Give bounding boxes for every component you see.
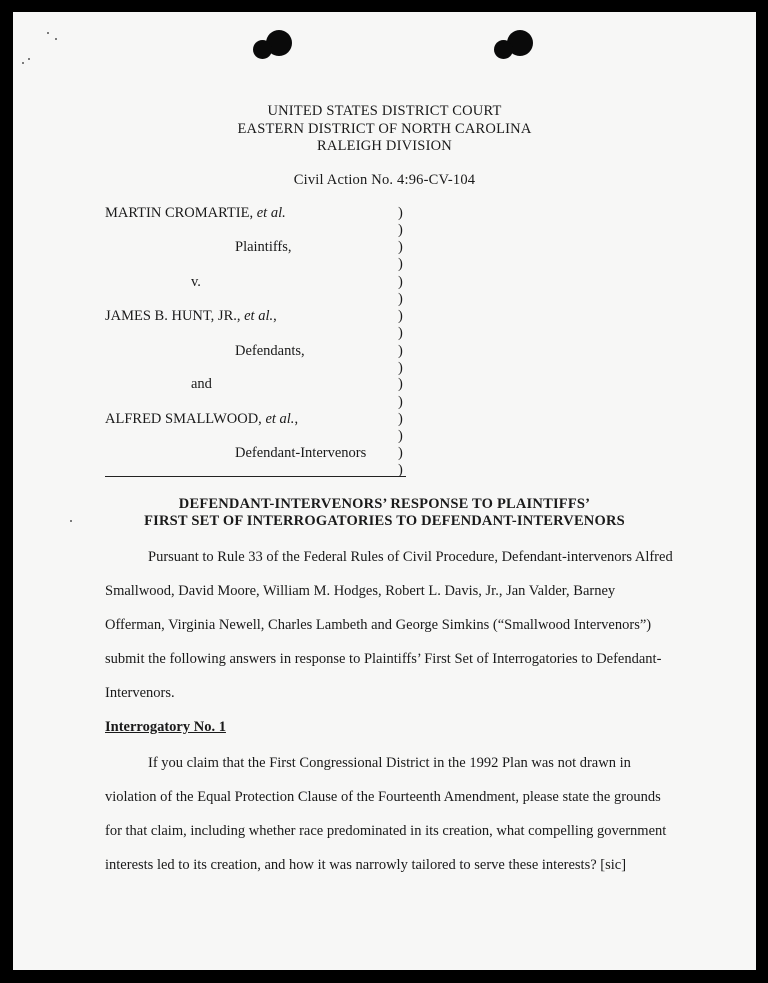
- and-text: and: [191, 376, 212, 392]
- punch-hole-left-shadow: [253, 40, 272, 59]
- caption-rule: [105, 476, 406, 477]
- caption-paren: ): [398, 428, 403, 444]
- caption-paren: ): [398, 256, 403, 272]
- intro-line: Offerman, Virginia Newell, Charles Lambeth and George Simkins (“Smallwood Intervenors”): [105, 617, 652, 633]
- caption-paren: ): [398, 462, 403, 478]
- plaintiff-etal: et al.: [256, 205, 286, 221]
- interrogatory-line: violation of the Equal Protection Clause of the Fourteenth Amendment, please state the grounds: [105, 789, 661, 805]
- intro-line: Smallwood, David Moore, William M. Hodges, Robert L. Davis, Jr., Jan Valder, Barney: [105, 583, 616, 599]
- caption-paren: ): [398, 343, 403, 359]
- plaintiff-role: Plaintiffs,: [235, 239, 292, 255]
- interrogatory-line: If you claim that the First Congressional District in the 1992 Plan was not drawn in: [148, 755, 631, 771]
- caption-paren: ): [398, 308, 403, 324]
- caption-paren: ): [398, 274, 403, 290]
- intervenor-line: [105, 411, 298, 428]
- interrogatory-line: for that claim, including whether race predominated in its creation, what compelling government: [105, 823, 667, 839]
- caption-paren: ): [398, 222, 403, 238]
- intro-line: submit the following answers in response to Plaintiffs’ First Set of Interrogatories to Defendant-: [105, 651, 662, 667]
- caption-paren: ): [398, 360, 403, 376]
- plaintiff-name: MARTIN CROMARTIE,: [105, 205, 257, 221]
- caption-paren: ): [398, 239, 403, 255]
- caption-paren: ): [398, 376, 403, 392]
- civil-action-number: Civil Action No. 4:96-CV-104: [293, 172, 476, 188]
- document-title-line-2: FIRST SET OF INTERROGATORIES TO DEFENDANT-INTERVENORS: [144, 513, 625, 529]
- caption-paren: ): [398, 325, 403, 341]
- intro-line: Pursuant to Rule 33 of the Federal Rules of Civil Procedure, Defendant-intervenors Alfred: [148, 549, 673, 565]
- document-page: [13, 12, 756, 970]
- defendant-line: [105, 308, 277, 325]
- scan-speck: [28, 58, 30, 60]
- defendant-etal: et al.: [244, 308, 274, 324]
- scan-speck: [22, 62, 24, 64]
- interrogatory-heading: Interrogatory No. 1: [105, 719, 226, 735]
- caption-paren: ): [398, 291, 403, 307]
- caption-paren: ): [398, 205, 403, 221]
- document-title-line-1: DEFENDANT-INTERVENORS’ RESPONSE TO PLAINTIFFS’: [178, 496, 591, 512]
- caption-paren: ): [398, 394, 403, 410]
- intro-line: Intervenors.: [105, 685, 175, 701]
- court-division: RALEIGH DIVISION: [317, 138, 452, 154]
- caption-paren: ): [398, 411, 403, 427]
- punch-hole-right-shadow: [494, 40, 513, 59]
- intervenor-etal: et al.: [265, 411, 295, 427]
- intervenor-name: ALFRED SMALLWOOD,: [105, 411, 266, 427]
- scan-speck: [55, 38, 57, 40]
- interrogatory-line: interests led to its creation, and how it was narrowly tailored to serve these interests? [sic]: [105, 857, 627, 873]
- versus: v.: [191, 274, 201, 290]
- intervenor-suffix: ,: [294, 411, 299, 427]
- caption-paren: ): [398, 445, 403, 461]
- defendant-role: Defendants,: [235, 343, 305, 359]
- intervenor-role: Defendant-Intervenors: [235, 445, 367, 461]
- court-name: UNITED STATES DISTRICT COURT: [267, 103, 502, 119]
- defendant-name: JAMES B. HUNT, JR.,: [105, 308, 245, 324]
- scan-speck: [47, 32, 49, 34]
- court-district: EASTERN DISTRICT OF NORTH CAROLINA: [237, 121, 532, 137]
- plaintiff-line: [105, 205, 286, 222]
- defendant-suffix: ,: [273, 308, 277, 324]
